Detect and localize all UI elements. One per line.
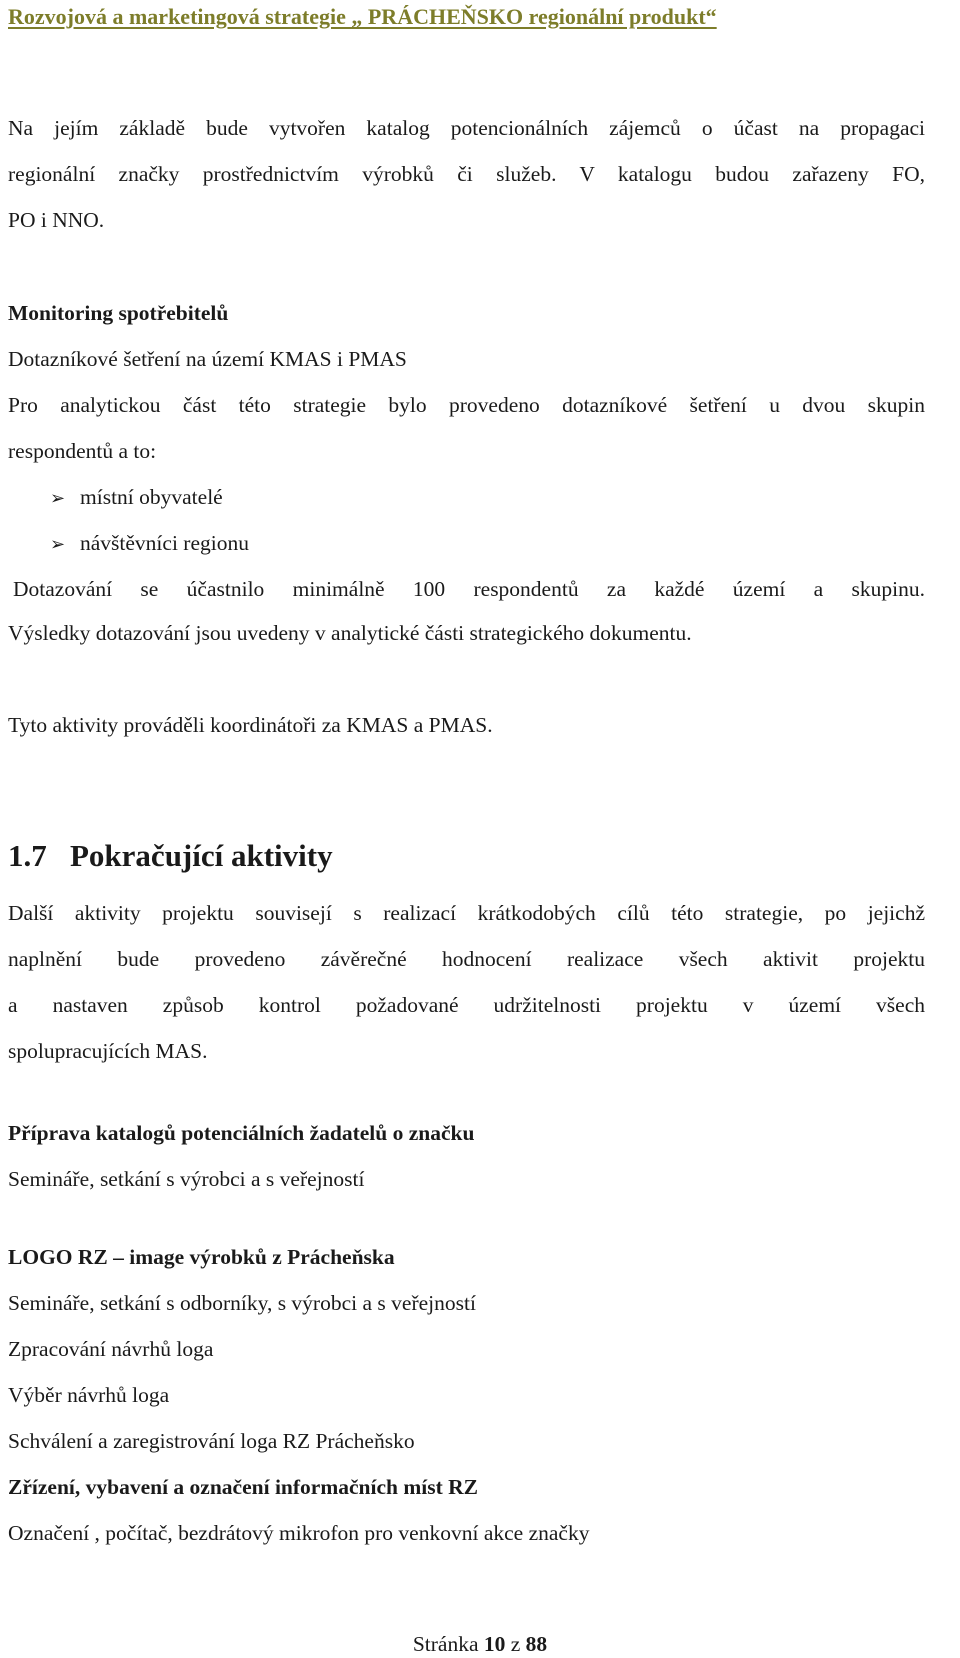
section-para-line-4: spolupracujících MAS. xyxy=(8,1039,208,1063)
monitoring-line-4: Dotazování se účastnilo minimálně 100 respondentů za každé území a skupinu. xyxy=(13,577,925,601)
list-item xyxy=(50,482,960,514)
section-number: 1.7 xyxy=(8,838,47,873)
arrow-bullet-icon: ➢ xyxy=(50,534,66,555)
info-line-1: Označení , počítač, bezdrátový mikrofon pro venkovní akce značky xyxy=(8,1521,590,1545)
monitoring-line-5: Výsledky dotazování jsou uvedeny v analytické části strategického dokumentu. xyxy=(8,621,692,645)
page-footer xyxy=(0,1631,960,1657)
section-para-line-2: naplnění bude provedeno závěrečné hodnocení realizace všech aktivit projektu xyxy=(8,947,925,971)
monitoring-line-2: Pro analytickou část této strategie bylo provedeno dotazníkové šetření u dvou skupin xyxy=(8,393,925,417)
total-page-count: 88 xyxy=(525,1632,548,1656)
logo-item: Schválení a zaregistrování loga RZ Prácheňsko xyxy=(8,1429,415,1453)
logo-item: Výběr návrhů loga xyxy=(8,1383,170,1407)
monitoring-line-3: respondentů a to: xyxy=(8,439,157,463)
katalog-line-1: Semináře, setkání s výrobci a s veřejností xyxy=(8,1167,365,1191)
running-header: Rozvojová a marketingová strategie „ PRÁCHEŇSKO regionální produkt“ xyxy=(8,4,717,29)
logo-heading: LOGO RZ – image výrobků z Prácheňska xyxy=(8,1245,395,1269)
section-heading xyxy=(8,836,333,876)
logo-item: Semináře, setkání s odborníky, s výrobci a s veřejností xyxy=(8,1291,476,1315)
monitoring-line-6: Tyto aktivity prováděli koordinátoři za KMAS a PMAS. xyxy=(8,713,493,737)
current-page-number: 10 xyxy=(483,1632,506,1656)
katalog-heading: Příprava katalogů potenciálních žadatelů o značku xyxy=(8,1121,475,1145)
list-item xyxy=(50,528,960,560)
intro-line-3: PO i NNO. xyxy=(8,208,105,232)
intro-line-1: Na jejím základě bude vytvořen katalog potencionálních zájemců o účast na propagaci xyxy=(8,116,925,140)
section-para-line-3: a nastaven způsob kontrol požadované udržitelnosti projektu v území všech xyxy=(8,993,925,1017)
footer-of: z xyxy=(510,1632,521,1656)
section-para-line-1: Další aktivity projektu souvisejí s realizací krátkodobých cílů této strategie, po jejichž xyxy=(8,901,925,925)
info-heading: Zřízení, vybavení a označení informačních míst RZ xyxy=(8,1475,478,1499)
logo-item: Zpracování návrhů loga xyxy=(8,1337,214,1361)
list-item-text: místní obyvatelé xyxy=(80,485,223,509)
arrow-bullet-icon: ➢ xyxy=(50,488,66,509)
monitoring-line-1: Dotazníkové šetření na území KMAS i PMAS xyxy=(8,347,407,371)
footer-prefix: Stránka xyxy=(412,1632,479,1656)
list-item-text: návštěvníci regionu xyxy=(80,531,249,555)
intro-line-2: regionální značky prostřednictvím výrobků či služeb. V katalogu budou zařazeny FO, xyxy=(8,162,925,186)
monitoring-heading: Monitoring spotřebitelů xyxy=(8,301,229,325)
section-title: Pokračující aktivity xyxy=(70,838,333,873)
